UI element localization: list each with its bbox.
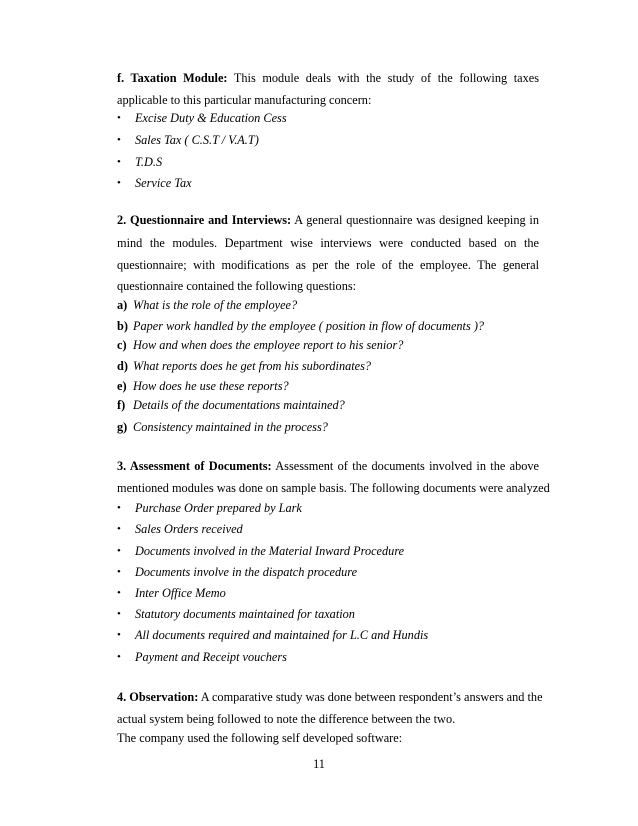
bullet-icon: •: [117, 502, 121, 514]
observation-line-1-text: A comparative study was done between respondent’s answers and the: [200, 690, 543, 704]
questionnaire-line-3: questionnaire; with modifications as per the role of the employee. The general: [117, 258, 539, 272]
taxation-bullet: T.D.S: [135, 155, 163, 169]
question-marker: f): [117, 398, 126, 412]
page-number: 11: [313, 757, 325, 771]
assessment-bullet: Documents involve in the dispatch procedure: [135, 565, 358, 579]
assessment-bullet: Documents involved in the Material Inward Procedure: [135, 544, 405, 558]
question-text: Details of the documentations maintained?: [133, 398, 345, 412]
bullet-icon: •: [117, 566, 121, 578]
bullet-icon: •: [117, 651, 121, 663]
bullet-icon: •: [117, 629, 121, 641]
assessment-bullet: Sales Orders received: [135, 522, 243, 536]
assessment-line-1-text: Assessment of the documents involved in the above: [275, 459, 539, 473]
taxation-bullet: Sales Tax ( C.S.T / V.A.T): [135, 133, 259, 147]
question-text: Consistency maintained in the process?: [133, 420, 328, 434]
question-marker: c): [117, 338, 127, 352]
question-marker: b): [117, 319, 128, 333]
observation-line-2: actual system being followed to note the difference between the two.: [117, 712, 456, 726]
taxation-line-1-text: This module deals with the study of the following taxes: [233, 71, 539, 85]
questionnaire-line-4: questionnaire contained the following questions:: [117, 279, 357, 293]
question-text: What is the role of the employee?: [133, 298, 298, 312]
question-marker: g): [117, 420, 128, 434]
bullet-icon: •: [117, 608, 121, 620]
bullet-icon: •: [117, 112, 121, 124]
question-text: Paper work handled by the employee ( position in flow of documents )?: [133, 319, 485, 333]
questionnaire-line-1-text: A general questionnaire was designed keeping in: [294, 213, 539, 227]
taxation-bullet: Excise Duty & Education Cess: [135, 111, 287, 125]
taxation-bullet: Service Tax: [135, 176, 192, 190]
question-text: What reports does he get from his subordinates?: [133, 359, 372, 373]
assessment-bullet: Purchase Order prepared by Lark: [135, 501, 302, 515]
taxation-line-2: applicable to this particular manufacturing concern:: [117, 93, 372, 107]
bullet-icon: •: [117, 545, 121, 557]
assessment-line-1: [117, 459, 539, 474]
observation-line-3: The company used the following self developed software:: [117, 731, 403, 745]
observation-line-1: [117, 690, 543, 705]
assessment-bullet: Payment and Receipt vouchers: [135, 650, 287, 664]
bullet-icon: •: [117, 156, 121, 168]
bullet-icon: •: [117, 134, 121, 146]
question-marker: d): [117, 359, 128, 373]
observation-heading: 4. Observation:: [117, 690, 199, 704]
taxation-line-1: [117, 71, 539, 86]
bullet-icon: •: [117, 587, 121, 599]
assessment-heading: 3. Assessment of Documents:: [117, 459, 272, 473]
assessment-bullet: Statutory documents maintained for taxation: [135, 607, 355, 621]
questionnaire-line-1: [117, 213, 539, 228]
bullet-icon: •: [117, 177, 121, 189]
assessment-line-2: mentioned modules was done on sample basis. The following documents were analyzed: [117, 481, 550, 495]
question-marker: e): [117, 379, 127, 393]
assessment-bullet: Inter Office Memo: [135, 586, 226, 600]
taxation-heading: f. Taxation Module:: [117, 71, 228, 85]
questionnaire-heading: 2. Questionnaire and Interviews:: [117, 213, 292, 227]
question-text: How and when does the employee report to his senior?: [133, 338, 404, 352]
assessment-bullet: All documents required and maintained for L.C and Hundis: [135, 628, 429, 642]
question-text: How does he use these reports?: [133, 379, 289, 393]
bullet-icon: •: [117, 523, 121, 535]
question-marker: a): [117, 298, 128, 312]
questionnaire-line-2: mind the modules. Department wise interviews were conducted based on the: [117, 236, 539, 250]
